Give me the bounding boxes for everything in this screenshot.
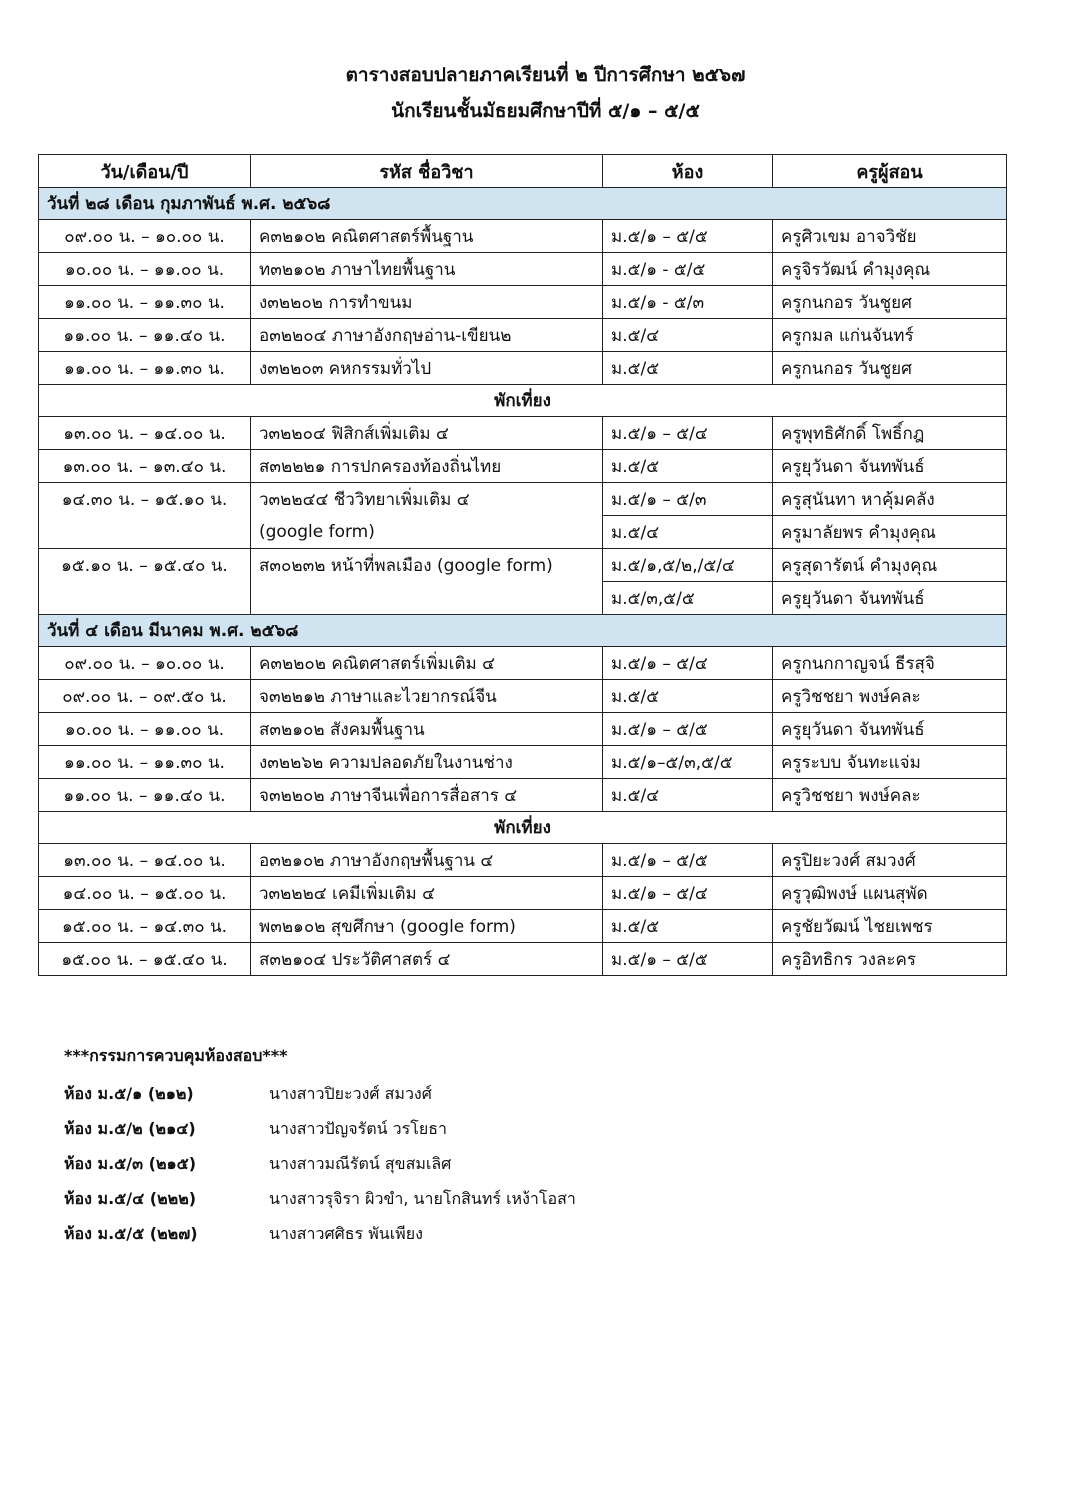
time-cell: ๑๓.๐๐ น. – ๑๔.๐๐ น. (39, 844, 251, 877)
table-row (39, 746, 1007, 779)
teacher-cell: ครูสุนันทา หาคุ้มคลัง (773, 483, 1007, 516)
table-row (39, 516, 1007, 549)
subject-cell: พ๓๒๑๐๒ สุขศึกษา (google form) (251, 910, 603, 943)
time-cell-empty (39, 582, 251, 615)
table-row (39, 253, 1007, 286)
table-row (39, 943, 1007, 976)
room-cell: ม.๕/๑,๕/๒,/๕/๔ (603, 549, 773, 582)
room-cell: ม.๕/๔ (603, 319, 773, 352)
time-cell: ๑๕.๑๐ น. – ๑๕.๔๐ น. (39, 549, 251, 582)
table-row (39, 417, 1007, 450)
header-teacher: ครูผู้สอน (773, 155, 1007, 188)
table-row (39, 680, 1007, 713)
time-cell: ๑๓.๐๐ น. – ๑๔.๐๐ น. (39, 417, 251, 450)
room-cell: ม.๕/๕ (603, 680, 773, 713)
time-cell: ๐๙.๐๐ น. – ๐๙.๕๐ น. (39, 680, 251, 713)
table-body (39, 188, 1007, 976)
room-cell: ม.๕/๑–๕/๓,๕/๕ (603, 746, 773, 779)
room-cell: ม.๕/๕ (603, 450, 773, 483)
table-row (39, 549, 1007, 582)
committee-names: นางสาวรุจิรา ผิวขำ, นายโกสินทร์ เหง้าโอสา (269, 1189, 576, 1208)
header-date: วัน/เดือน/ปี (39, 155, 251, 188)
table-row (39, 582, 1007, 615)
committee-row (64, 1182, 576, 1217)
time-cell: ๑๑.๐๐ น. – ๑๑.๓๐ น. (39, 352, 251, 385)
table-row (39, 483, 1007, 516)
table-row (39, 450, 1007, 483)
committee-names: นางสาวศศิธร พันเพียง (269, 1224, 423, 1243)
subject-cell: ว๓๒๒๒๔ เคมีเพิ่มเติม ๔ (251, 877, 603, 910)
exam-schedule-table (38, 154, 1007, 976)
committee-names: นางสาวมณีรัตน์ สุขสมเลิศ (269, 1154, 452, 1173)
page-title: ตารางสอบปลายภาคเรียนที่ ๒ ปีการศึกษา ๒๕๖๗ (345, 64, 746, 86)
lunch-break-label: พักเที่ยง (39, 812, 1007, 844)
time-cell: ๑๕.๐๐ น. – ๑๕.๔๐ น. (39, 943, 251, 976)
table-row (39, 319, 1007, 352)
teacher-cell: ครูกนกอร วันชูยศ (773, 352, 1007, 385)
date-label: วันที่ ๒๘ เดือน กุมภาพันธ์ พ.ศ. ๒๕๖๘ (39, 188, 1007, 220)
teacher-cell: ครูอิทธิกร วงละคร (773, 943, 1007, 976)
room-cell: ม.๕/๑ – ๕/๓ (603, 483, 773, 516)
teacher-cell: ครูวุฒิพงษ์ แผนสุพัด (773, 877, 1007, 910)
table-row (39, 910, 1007, 943)
subject-cell: ว๓๒๒๐๔ ฟิสิกส์เพิ่มเติม ๔ (251, 417, 603, 450)
committee-room: ห้อง ม.๕/๒ (๒๑๔) (64, 1119, 196, 1138)
room-cell: ม.๕/๓,๕/๕ (603, 582, 773, 615)
subject-cell: จ๓๒๒๑๒ ภาษาและไวยากรณ์จีน (251, 680, 603, 713)
lunch-break-row (39, 385, 1007, 417)
room-cell: ม.๕/๔ (603, 516, 773, 549)
room-cell: ม.๕/๑ – ๕/๕ (603, 220, 773, 253)
time-cell-empty (39, 516, 251, 549)
room-cell: ม.๕/๕ (603, 352, 773, 385)
committee-room: ห้อง ม.๕/๓ (๒๑๕) (64, 1154, 197, 1173)
teacher-cell: ครูวิชชยา พงษ์คละ (773, 779, 1007, 812)
time-cell: ๑๑.๐๐ น. – ๑๑.๓๐ น. (39, 746, 251, 779)
lunch-break-row (39, 812, 1007, 844)
teacher-cell: ครูยุวันดา จันทพันธ์ (773, 450, 1007, 483)
committee-section (64, 1044, 576, 1252)
teacher-cell: ครูกนกอร วันชูยศ (773, 286, 1007, 319)
committee-row (64, 1147, 576, 1182)
lunch-break-label: พักเที่ยง (39, 385, 1007, 417)
subject-cell-empty (251, 582, 603, 615)
room-cell: ม.๕/๑ – ๕/๔ (603, 877, 773, 910)
time-cell: ๑๓.๐๐ น. – ๑๓.๔๐ น. (39, 450, 251, 483)
subject-cell-note: (google form) (251, 516, 603, 549)
subject-cell: ส๓๒๑๐๔ ประวัติศาสตร์ ๔ (251, 943, 603, 976)
subject-cell: ส๓๒๑๐๒ สังคมพื้นฐาน (251, 713, 603, 746)
table-row (39, 352, 1007, 385)
table-row (39, 877, 1007, 910)
date-row (39, 615, 1007, 647)
time-cell: ๐๙.๐๐ น. – ๑๐.๐๐ น. (39, 220, 251, 253)
subject-cell: ค๓๒๑๐๒ คณิตศาสตร์พื้นฐาน (251, 220, 603, 253)
header-room: ห้อง (603, 155, 773, 188)
subject-cell: ค๓๒๒๐๒ คณิตศาสตร์เพิ่มเติม ๔ (251, 647, 603, 680)
teacher-cell: ครูมาลัยพร คำมุงคุณ (773, 516, 1007, 549)
table-row (39, 779, 1007, 812)
teacher-cell: ครูยุวันดา จันทพันธ์ (773, 713, 1007, 746)
committee-names: นางสาวปิยะวงศ์ สมวงศ์ (269, 1084, 432, 1103)
teacher-cell: ครูจิรวัฒน์ คำมุงคุณ (773, 253, 1007, 286)
room-cell: ม.๕/๕ (603, 910, 773, 943)
committee-room: ห้อง ม.๕/๕ (๒๒๗) (64, 1224, 198, 1243)
room-cell: ม.๕/๑ – ๕/๕ (603, 943, 773, 976)
page-subtitle: นักเรียนชั้นมัธยมศึกษาปีที่ ๕/๑ – ๕/๕ (391, 100, 700, 122)
subject-cell: ง๓๒๒๐๒ การทำขนม (251, 286, 603, 319)
subject-cell: ว๓๒๒๔๔ ชีววิทยาเพิ่มเติม ๔ (251, 483, 603, 516)
committee-room: ห้อง ม.๕/๑ (๒๑๒) (64, 1084, 194, 1103)
time-cell: ๑๔.๐๐ น. – ๑๕.๐๐ น. (39, 877, 251, 910)
room-cell: ม.๕/๑ – ๕/๔ (603, 417, 773, 450)
date-label: วันที่ ๔ เดือน มีนาคม พ.ศ. ๒๕๖๘ (39, 615, 1007, 647)
committee-row (64, 1217, 576, 1252)
room-cell: ม.๕/๔ (603, 779, 773, 812)
subject-cell: ส๓๐๒๓๒ หน้าที่พลเมือง (google form) (251, 549, 603, 582)
table-header-row (39, 155, 1007, 188)
committee-names: นางสาวปัญจรัตน์ วรโยธา (269, 1119, 447, 1138)
teacher-cell: ครูกนกกาญจน์ ธีรสุจิ (773, 647, 1007, 680)
time-cell: ๑๑.๐๐ น. – ๑๑.๔๐ น. (39, 319, 251, 352)
time-cell: ๑๕.๐๐ น. – ๑๔.๓๐ น. (39, 910, 251, 943)
table-row (39, 220, 1007, 253)
room-cell: ม.๕/๑ – ๕/๕ (603, 713, 773, 746)
teacher-cell: ครูกมล แก่นจันทร์ (773, 319, 1007, 352)
header-subject: รหัส ชื่อวิชา (251, 155, 603, 188)
table-row (39, 713, 1007, 746)
subject-cell: ง๓๒๒๖๒ ความปลอดภัยในงานช่าง (251, 746, 603, 779)
teacher-cell: ครูศิวเขม อาจวิชัย (773, 220, 1007, 253)
teacher-cell: ครูวิชชยา พงษ์คละ (773, 680, 1007, 713)
time-cell: ๐๙.๐๐ น. – ๑๐.๐๐ น. (39, 647, 251, 680)
time-cell: ๑๑.๐๐ น. – ๑๑.๔๐ น. (39, 779, 251, 812)
teacher-cell: ครูสุดารัตน์ คำมุงคุณ (773, 549, 1007, 582)
teacher-cell: ครูชัยวัฒน์ ไชยเพชร (773, 910, 1007, 943)
time-cell: ๑๑.๐๐ น. – ๑๑.๓๐ น. (39, 286, 251, 319)
room-cell: ม.๕/๑ - ๕/๕ (603, 253, 773, 286)
teacher-cell: ครูยุวันดา จันทพันธ์ (773, 582, 1007, 615)
teacher-cell: ครูพุทธิศักดิ์ โพธิ์กฎ (773, 417, 1007, 450)
committee-heading: ***กรรมการควบคุมห้องสอบ*** (64, 1046, 288, 1065)
table-row (39, 286, 1007, 319)
table-row (39, 647, 1007, 680)
committee-room: ห้อง ม.๕/๔ (๒๒๒) (64, 1189, 197, 1208)
time-cell: ๑๐.๐๐ น. – ๑๑.๐๐ น. (39, 253, 251, 286)
table-row (39, 844, 1007, 877)
room-cell: ม.๕/๑ - ๕/๓ (603, 286, 773, 319)
room-cell: ม.๕/๑ – ๕/๔ (603, 647, 773, 680)
subject-cell: ท๓๒๑๐๒ ภาษาไทยพื้นฐาน (251, 253, 603, 286)
teacher-cell: ครูปิยะวงศ์ สมวงศ์ (773, 844, 1007, 877)
subject-cell: ส๓๒๒๒๑ การปกครองท้องถิ่นไทย (251, 450, 603, 483)
subject-cell: อ๓๒๒๐๔ ภาษาอังกฤษอ่าน-เขียน๒ (251, 319, 603, 352)
teacher-cell: ครูระบบ จันทะแจ่ม (773, 746, 1007, 779)
subject-cell: อ๓๒๑๐๒ ภาษาอังกฤษพื้นฐาน ๔ (251, 844, 603, 877)
time-cell: ๑๔.๓๐ น. – ๑๕.๑๐ น. (39, 483, 251, 516)
time-cell: ๑๐.๐๐ น. – ๑๑.๐๐ น. (39, 713, 251, 746)
committee-row (64, 1112, 576, 1147)
subject-cell: ง๓๒๒๐๓ คหกรรมทั่วไป (251, 352, 603, 385)
subject-cell: จ๓๒๒๐๒ ภาษาจีนเพื่อการสื่อสาร ๔ (251, 779, 603, 812)
committee-row (64, 1077, 576, 1112)
room-cell: ม.๕/๑ – ๕/๕ (603, 844, 773, 877)
date-row (39, 188, 1007, 220)
